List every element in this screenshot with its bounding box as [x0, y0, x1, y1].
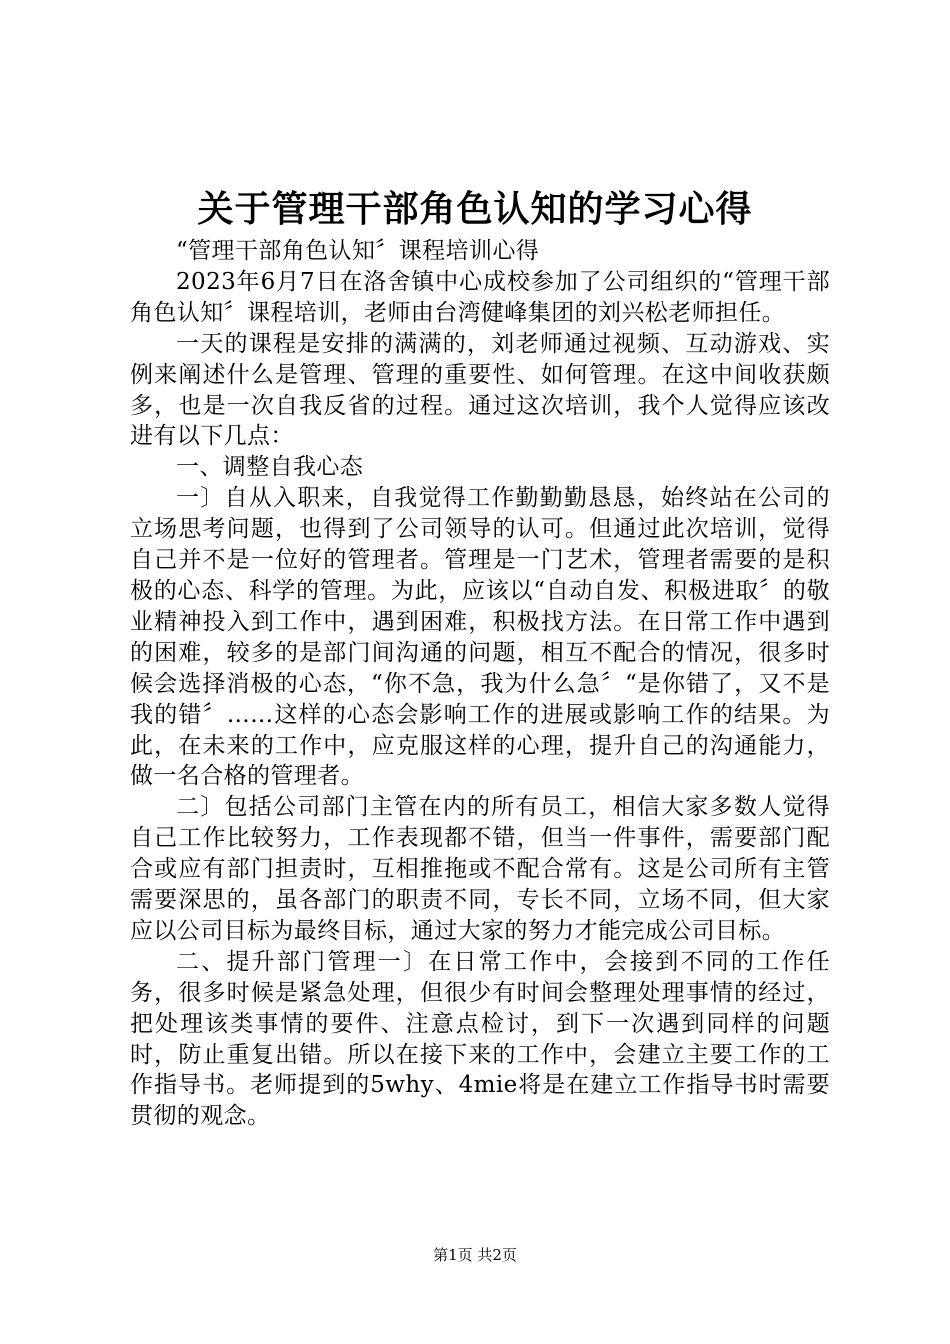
- paragraph-course: 一天的课程是安排的满满的，刘老师通过视频、互动游戏、实例来阐述什么是管理、管理的重要性、如何管理。在这中间收获颇多，也是一次自我反省的过程。通过这次培训，我个人觉得应该改进有以下几点：: [130, 330, 830, 450]
- page-footer: 第1页 共2页: [433, 1246, 517, 1264]
- document-title: 关于管理干部角色认知的学习心得: [197, 189, 753, 230]
- paragraph-department-management: 二、提升部门管理一〕在日常工作中，会接到不同的工作任务，很多时候是紧急处理，但很少有时间会整理处理事情的经过，把处理该类事情的要件、注意点检讨，到下一次遇到同样的问题时，防止重复出错。所以在接下来的工作中，会建立主要工作的工作指导书。老师提到的5why、4mie将是在建立工作指导书时需要贯彻的观念。: [130, 948, 830, 1130]
- document-body: [130, 236, 830, 1132]
- paragraph-subtitle: “管理干部角色认知〞课程培训心得: [176, 238, 540, 264]
- paragraph-point-two: 二〕包括公司部门主管在内的所有员工，相信大家多数人觉得自己工作比较努力，工作表现都不错，但当一件事件，需要部门配合或应有部门担责时，互相推拖或不配合常有。这是公司所有主管需要深思的，虽各部门的职责不同，专长不同，立场不同，但大家应以公司目标为最终目标，通过大家的努力才能完成公司目标。: [130, 794, 830, 944]
- paragraph-intro: 2023年6月7日在洛舍镇中心成校参加了公司组织的“管理干部角色认知〞课程培训，老师由台湾健峰集团的刘兴松老师担任。: [130, 268, 830, 326]
- section-heading-mindset: 一、调整自我心态: [176, 454, 364, 481]
- paragraph-point-one: 一〕自从入职来，自我觉得工作勤勤勤恳恳，始终站在公司的立场思考问题，也得到了公司领导的认可。但通过此次培训，觉得自己并不是一位好的管理者。管理是一门艺术，管理者需要的是积极的心态、科学的管理。为此，应该以“自动自发、积极进取〞的敬业精神投入到工作中，遇到困难，积极找方法。在日常工作中遇到的困难，较多的是部门间沟通的问题，相互不配合的情况，很多时候会选择消极的心态，“你不急，我为什么急〞“是你错了，又不是我的错〞……这样的心态会影响工作的进展或影响工作的结果。为此，在未来的工作中，应克服这样的心理，提升自己的沟通能力，做一名合格的管理者。: [130, 485, 830, 790]
